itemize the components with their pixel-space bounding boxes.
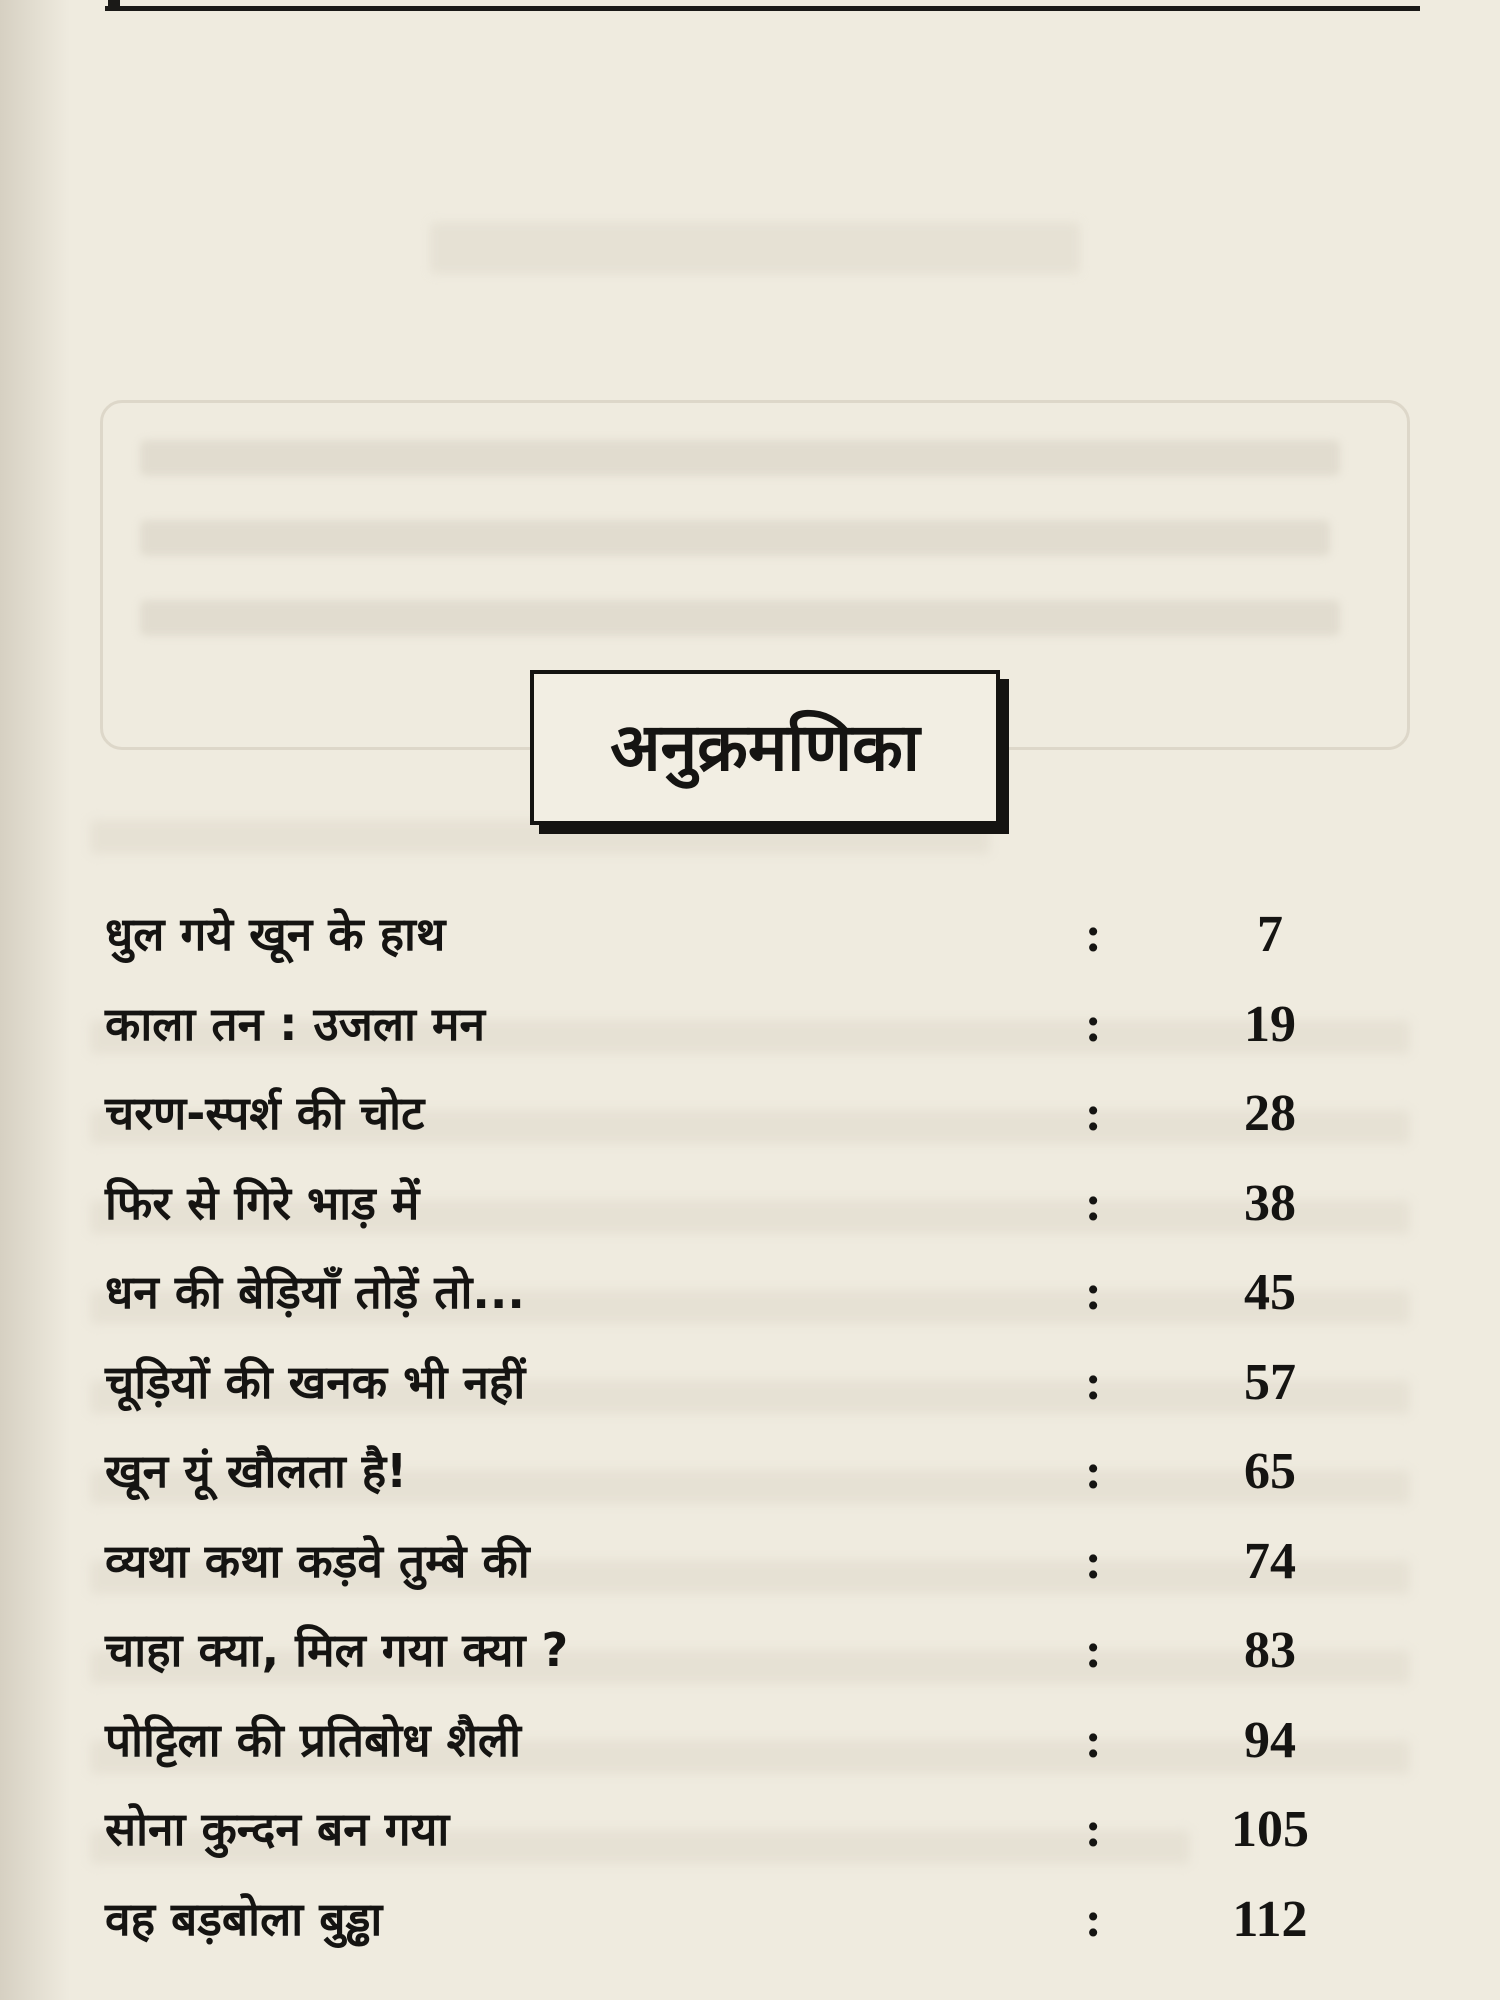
toc-entry bbox=[105, 1782, 1355, 1872]
toc-entry bbox=[105, 1603, 1355, 1693]
toc-entry bbox=[105, 1156, 1355, 1246]
separator-colon: : bbox=[1085, 1085, 1102, 1141]
separator-colon: : bbox=[1085, 1532, 1102, 1589]
page-edge-shadow bbox=[0, 0, 70, 2000]
toc-list bbox=[105, 887, 1355, 1961]
separator-colon: : bbox=[1085, 1890, 1102, 1947]
separator-colon: : bbox=[1085, 1801, 1102, 1857]
page-number: 94 bbox=[1244, 1711, 1296, 1769]
page-number: 65 bbox=[1244, 1443, 1296, 1500]
page-number: 83 bbox=[1244, 1622, 1296, 1679]
show-through-line bbox=[140, 520, 1330, 556]
show-through-line bbox=[140, 440, 1340, 476]
chapter-title: धुल गये खून के हाथ bbox=[105, 907, 446, 961]
toc-entry bbox=[105, 1872, 1355, 1962]
toc-entry bbox=[105, 1335, 1355, 1425]
toc-entry bbox=[105, 887, 1355, 977]
separator-colon: : bbox=[1085, 1622, 1102, 1678]
separator-colon: : bbox=[1085, 1353, 1102, 1410]
page-number: 7 bbox=[1257, 906, 1283, 963]
separator-colon: : bbox=[1085, 1264, 1102, 1320]
page-number: 28 bbox=[1244, 1085, 1296, 1142]
toc-entry bbox=[105, 1514, 1355, 1604]
separator-colon: : bbox=[1085, 1174, 1102, 1231]
separator-colon: : bbox=[1085, 995, 1102, 1052]
page-number: 38 bbox=[1244, 1174, 1296, 1232]
show-through-line bbox=[140, 600, 1340, 636]
toc-entry bbox=[105, 977, 1355, 1067]
chapter-title: खून यूं खौलता है! bbox=[105, 1444, 408, 1498]
header-rule bbox=[105, 6, 1420, 11]
chapter-title: काला तन : उजला मन bbox=[105, 996, 486, 1051]
chapter-title: चूड़ियों की खनक भी नहीं bbox=[105, 1354, 526, 1409]
toc-entry bbox=[105, 1424, 1355, 1514]
toc-entry bbox=[105, 1066, 1355, 1156]
toc-entry bbox=[105, 1693, 1355, 1783]
chapter-title: फिर से गिरे भाड़ में bbox=[105, 1175, 420, 1230]
toc-title-box bbox=[530, 670, 1000, 825]
chapter-title: सोना कुन्दन बन गया bbox=[105, 1802, 450, 1856]
show-through-line bbox=[90, 820, 990, 854]
chapter-title: चरण-स्पर्श की चोट bbox=[105, 1086, 425, 1140]
chapter-title: चाहा क्या, मिल गया क्या ? bbox=[105, 1623, 569, 1677]
page-number: 112 bbox=[1232, 1890, 1308, 1948]
page-number: 105 bbox=[1231, 1801, 1309, 1858]
page-number: 74 bbox=[1244, 1532, 1296, 1590]
separator-colon: : bbox=[1085, 906, 1102, 962]
chapter-title: व्यथा कथा कड़वे तुम्बे की bbox=[105, 1533, 530, 1588]
separator-colon: : bbox=[1085, 1443, 1102, 1499]
toc-entry bbox=[105, 1245, 1355, 1335]
toc-title: अनुक्रमणिका bbox=[610, 708, 920, 786]
page-number: 57 bbox=[1244, 1353, 1296, 1411]
chapter-title: पोट्टिला की प्रतिबोध शैली bbox=[105, 1712, 521, 1767]
chapter-title: वह बड़बोला बुड्ढा bbox=[105, 1891, 383, 1946]
page-number: 19 bbox=[1244, 995, 1296, 1053]
page-number: 45 bbox=[1244, 1264, 1296, 1321]
separator-colon: : bbox=[1085, 1711, 1102, 1768]
chapter-title: धन की बेड़ियाँ तोड़ें तो... bbox=[105, 1265, 525, 1319]
show-through-heading bbox=[430, 222, 1080, 274]
